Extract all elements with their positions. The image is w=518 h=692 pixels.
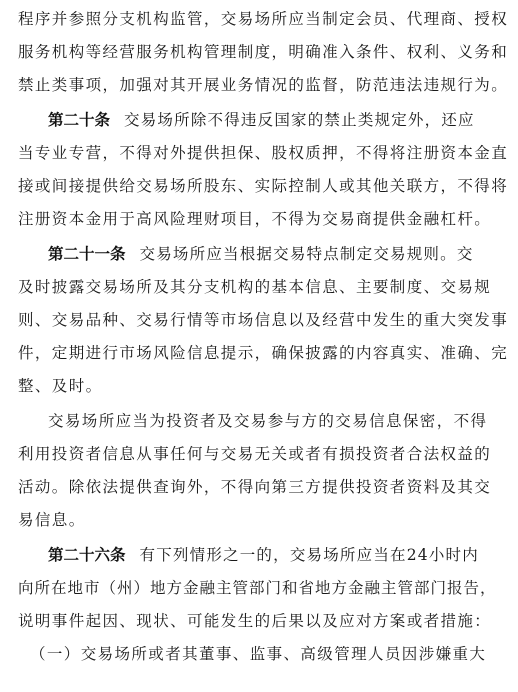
text-line [0,271,518,304]
line-text: 利用投资者信息从事任何与交易无关或者有损投资者合法权益的 [18,445,492,463]
text-line [0,69,518,102]
text-line [0,638,518,671]
line-text: 服务机构等经营服务机构管理制度，明确准入条件、权利、义务和 [18,43,509,61]
text-line [0,370,518,403]
article-heading-line [0,539,518,572]
article-text-wrap [48,238,474,271]
line-text: 禁止类事项，加强对其开展业务情况的监督，防范违法违规行为。 [18,76,509,94]
line-text: 程序并参照分支机构监管，交易场所应当制定会员、代理商、授权 [18,10,509,28]
line-text: 易信息。 [18,511,86,529]
text-line [0,36,518,69]
text-line [0,304,518,337]
line-text: 件，定期进行市场风险信息提示，确保披露的内容真实、准确、完 [18,344,509,362]
line-text: 活动。除依法提供查询外，不得向第三方提供投资者资料及其交 [18,478,492,496]
text-line [0,572,518,605]
text-line [0,605,518,638]
line-text: 向所在地市（州）地方金融主管部门和省地方金融主管部门报告， [18,579,497,597]
article-text-wrap [48,539,479,572]
line-text: 则、交易品种、交易行情等市场信息以及经营中发生的重大突发事 [18,311,509,329]
line-text: 注册资本金用于高风险理财项目，不得为交易商提供金融杠杆。 [18,210,492,228]
line-text: 接或间接提供给交易场所股东、实际控制人或其他关联方，不得将 [18,177,509,195]
text-line [0,337,518,370]
article-heading-line [0,238,518,271]
article-number: 第二十条 [48,111,111,129]
line-text: 说明事件起因、现状、可能发生的后果以及应对方案或者措施： [18,612,492,630]
line-text: 当专业专营，不得对外提供担保、股权质押，不得将注册资本金直 [18,144,509,162]
line-text: （一）交易场所或者其董事、监事、高级管理人员因涉嫌重大 [30,645,487,663]
text-line [0,504,518,537]
text-line [0,3,518,36]
line-text: 交易场所除不得违反国家的禁止类规定外，还应 [124,111,475,129]
text-line [0,137,518,170]
text-line [0,405,518,438]
text-line [0,471,518,504]
text-line [0,170,518,203]
article-number: 第二十六条 [48,546,126,564]
text-line [0,438,518,471]
article-text-wrap [48,104,475,137]
article-heading-line [0,104,518,137]
article-number: 第二十一条 [48,245,126,263]
line-text: 交易场所应当根据交易特点制定交易规则。交 [139,245,474,263]
line-text: 及时披露交易场所及其分支机构的基本信息、主要制度、交易规 [18,278,492,296]
line-text: 整、及时。 [18,377,103,395]
line-text: 交易场所应当为投资者及交易参与方的交易信息保密，不得 [48,412,488,430]
text-line [0,203,518,236]
line-text: 有下列情形之一的，交易场所应当在24小时内 [139,546,479,564]
